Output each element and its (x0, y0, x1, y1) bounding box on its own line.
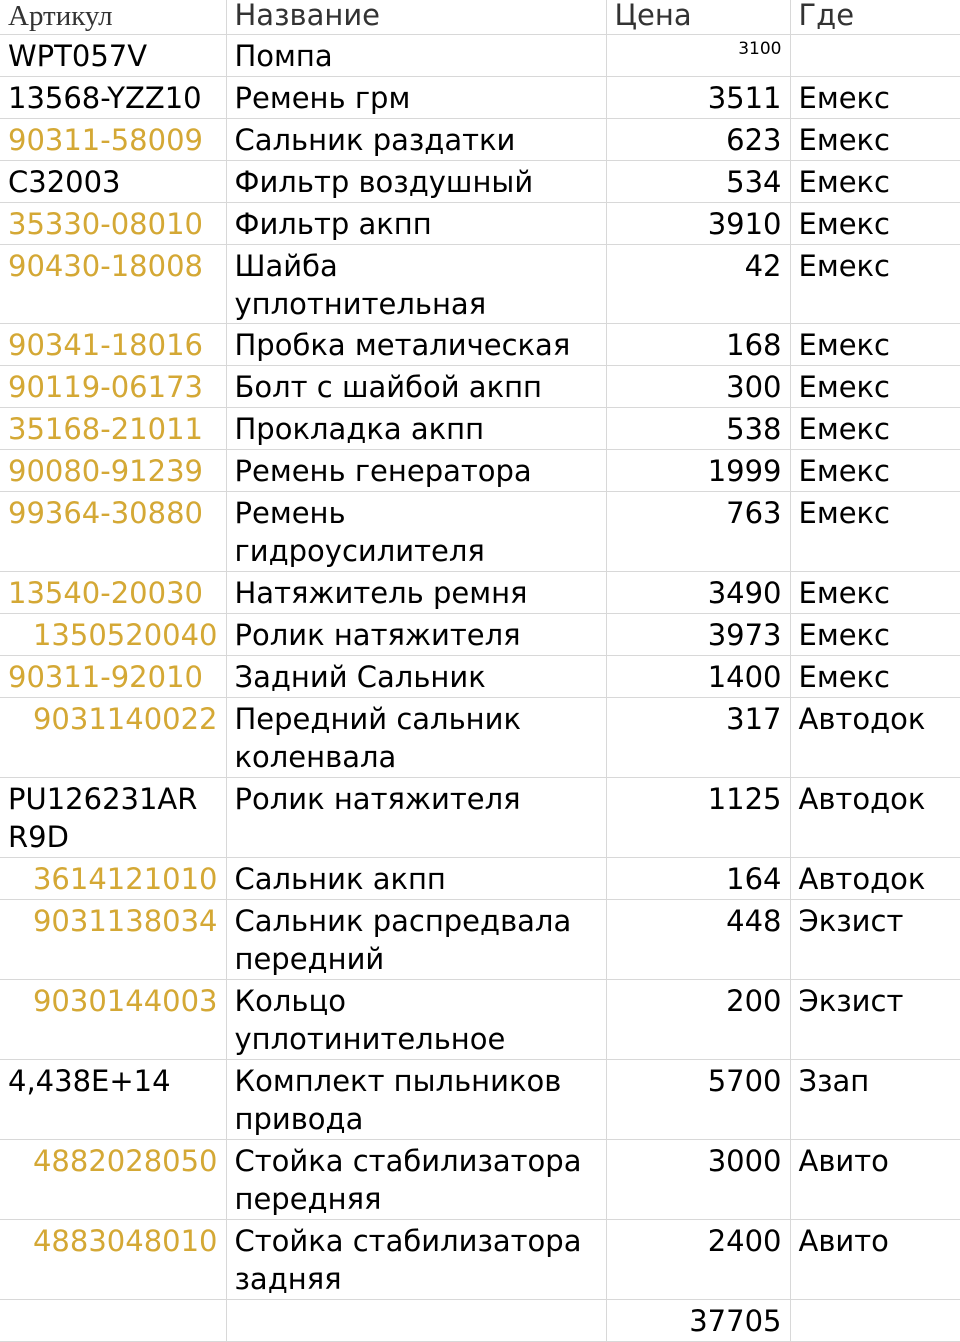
header-price-label: Цена (614, 0, 692, 32)
table-row (0, 613, 960, 655)
price-cell[interactable]: 534 (606, 160, 790, 202)
table-row (0, 202, 960, 244)
where-cell[interactable]: Емекс (790, 407, 960, 449)
name-cell[interactable]: Натяжитель ремня (226, 571, 606, 613)
price-cell[interactable]: 2400 (606, 1219, 790, 1299)
price-cell[interactable]: 164 (606, 857, 790, 899)
total-empty-article-cell[interactable] (0, 1299, 226, 1341)
where-cell[interactable]: Экзист (790, 899, 960, 979)
name-cell[interactable]: Стойка стабилизатора задняя (226, 1219, 606, 1299)
name-cell[interactable]: Сальник распредвала передний (226, 899, 606, 979)
price-cell[interactable]: 623 (606, 118, 790, 160)
header-where-label: Где (798, 0, 855, 32)
table-row (0, 323, 960, 365)
table-row (0, 160, 960, 202)
where-cell[interactable]: Авито (790, 1219, 960, 1299)
name-cell[interactable]: Ролик натяжителя (226, 613, 606, 655)
where-cell[interactable]: Емекс (790, 449, 960, 491)
article-cell[interactable]: 35168-21011 (0, 407, 226, 449)
table-row (0, 571, 960, 613)
table-row (0, 449, 960, 491)
article-cell[interactable]: 1350520040 (0, 613, 226, 655)
table-row (0, 899, 960, 979)
price-cell[interactable]: 300 (606, 365, 790, 407)
table-row (0, 979, 960, 1059)
article-cell[interactable]: 9031140022 (0, 697, 226, 777)
name-cell[interactable]: Прокладка акпп (226, 407, 606, 449)
article-cell[interactable]: 99364-30880 (0, 491, 226, 571)
price-cell[interactable]: 5700 (606, 1059, 790, 1139)
article-cell[interactable]: 13540-20030 (0, 571, 226, 613)
name-cell[interactable]: Стойка стабилизатора передняя (226, 1139, 606, 1219)
price-cell[interactable]: 3973 (606, 613, 790, 655)
price-cell[interactable]: 3910 (606, 202, 790, 244)
name-cell[interactable]: Болт с шайбой акпп (226, 365, 606, 407)
name-cell[interactable]: Комплект пыльников привода (226, 1059, 606, 1139)
table-row (0, 34, 960, 76)
total-row (0, 1299, 960, 1341)
article-cell[interactable]: 3614121010 (0, 857, 226, 899)
total-price-cell[interactable]: 37705 (606, 1299, 790, 1341)
where-cell[interactable]: Автодок (790, 697, 960, 777)
where-cell[interactable]: Емекс (790, 160, 960, 202)
header-name-label: Название (234, 0, 381, 32)
name-cell[interactable]: Ремень грм (226, 76, 606, 118)
total-empty-where-cell[interactable] (790, 1299, 960, 1341)
where-cell[interactable]: Авито (790, 1139, 960, 1219)
name-cell[interactable]: Кольцо уплотинительное (226, 979, 606, 1059)
name-cell[interactable]: Ремень гидроусилителя (226, 491, 606, 571)
total-empty-name-cell[interactable] (226, 1299, 606, 1341)
table-row (0, 407, 960, 449)
article-cell[interactable]: 4,438E+14 (0, 1059, 226, 1139)
article-cell[interactable]: 90430-18008 (0, 244, 226, 323)
where-cell[interactable]: Ззап (790, 1059, 960, 1139)
header-row (0, 0, 960, 34)
where-cell[interactable]: Автодок (790, 777, 960, 857)
table-row (0, 777, 960, 857)
price-cell[interactable]: 1999 (606, 449, 790, 491)
name-cell[interactable]: Передний сальник коленвала (226, 697, 606, 777)
price-cell[interactable]: 200 (606, 979, 790, 1059)
name-cell[interactable]: Пробка металическая (226, 323, 606, 365)
name-cell[interactable]: Фильтр акпп (226, 202, 606, 244)
where-cell[interactable]: Емекс (790, 491, 960, 571)
where-cell[interactable] (790, 34, 960, 76)
name-cell[interactable]: Фильтр воздушный (226, 160, 606, 202)
table-row (0, 655, 960, 697)
header-cell-article[interactable] (0, 0, 226, 34)
where-cell[interactable]: Емекс (790, 76, 960, 118)
where-cell[interactable]: Емекс (790, 655, 960, 697)
price-cell[interactable]: 1400 (606, 655, 790, 697)
where-cell[interactable]: Автодок (790, 857, 960, 899)
where-cell[interactable]: Емекс (790, 323, 960, 365)
header-cell-price[interactable] (606, 0, 790, 34)
price-cell[interactable]: 538 (606, 407, 790, 449)
price-cell[interactable]: 3511 (606, 76, 790, 118)
article-cell[interactable]: 9030144003 (0, 979, 226, 1059)
name-cell[interactable]: Шайба уплотнительная (226, 244, 606, 323)
where-cell[interactable]: Емекс (790, 202, 960, 244)
name-cell[interactable]: Сальник раздатки (226, 118, 606, 160)
table-row (0, 244, 960, 323)
table-row (0, 118, 960, 160)
article-cell[interactable]: 4883048010 (0, 1219, 226, 1299)
price-cell[interactable]: 317 (606, 697, 790, 777)
where-cell[interactable]: Емекс (790, 365, 960, 407)
price-cell[interactable]: 42 (606, 244, 790, 323)
table-row (0, 491, 960, 571)
name-cell[interactable]: Ролик натяжителя (226, 777, 606, 857)
article-cell[interactable]: WPT057V (0, 34, 226, 76)
name-cell[interactable]: Ремень генератора (226, 449, 606, 491)
table-row (0, 1219, 960, 1299)
name-cell[interactable]: Сальник акпп (226, 857, 606, 899)
article-cell[interactable]: 90341-18016 (0, 323, 226, 365)
table-row (0, 857, 960, 899)
article-cell[interactable]: 90311-92010 (0, 655, 226, 697)
article-cell[interactable]: 13568-YZZ10 (0, 76, 226, 118)
name-cell[interactable]: Помпа (226, 34, 606, 76)
table-row (0, 1059, 960, 1139)
article-cell[interactable]: 4882028050 (0, 1139, 226, 1219)
price-cell[interactable]: 168 (606, 323, 790, 365)
where-cell[interactable]: Экзист (790, 979, 960, 1059)
where-cell[interactable]: Емекс (790, 571, 960, 613)
where-cell[interactable]: Емекс (790, 244, 960, 323)
article-cell[interactable]: 90119-06173 (0, 365, 226, 407)
price-cell[interactable]: 3490 (606, 571, 790, 613)
price-cell[interactable]: 3000 (606, 1139, 790, 1219)
article-cell[interactable]: 35330-08010 (0, 202, 226, 244)
price-cell[interactable]: 3100 (606, 34, 790, 76)
table-row (0, 76, 960, 118)
article-cell[interactable]: 90080-91239 (0, 449, 226, 491)
table-row (0, 1139, 960, 1219)
table-row (0, 697, 960, 777)
name-cell[interactable]: Задний Сальник (226, 655, 606, 697)
article-cell[interactable]: 9031138034 (0, 899, 226, 979)
price-cell[interactable]: 763 (606, 491, 790, 571)
article-cell[interactable]: PU126231AR R9D (0, 777, 226, 857)
price-cell[interactable]: 1125 (606, 777, 790, 857)
article-cell[interactable]: 90311-58009 (0, 118, 226, 160)
header-cell-where[interactable] (790, 0, 960, 34)
table-row (0, 365, 960, 407)
header-cell-name[interactable] (226, 0, 606, 34)
where-cell[interactable]: Емекс (790, 613, 960, 655)
article-cell[interactable]: C32003 (0, 160, 226, 202)
where-cell[interactable]: Емекс (790, 118, 960, 160)
header-article-label: Артикул (8, 0, 113, 32)
price-cell[interactable]: 448 (606, 899, 790, 979)
